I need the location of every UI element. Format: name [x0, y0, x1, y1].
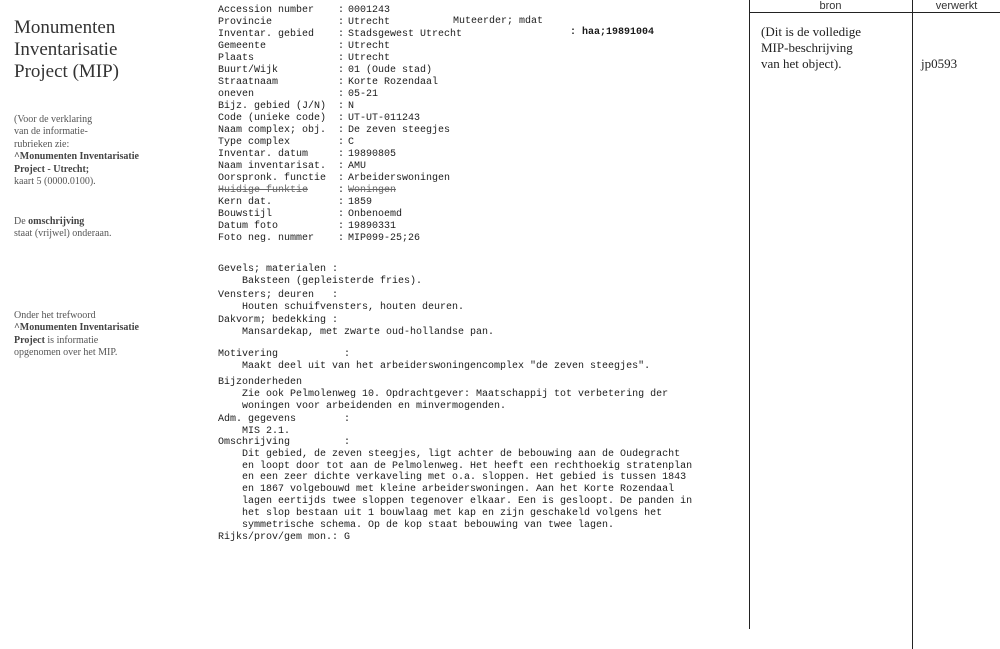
section-body-line: Baksteen (gepleisterde fries).	[242, 275, 423, 287]
monument-status: Rijks/prov/gem mon.: G	[218, 532, 351, 544]
field-value: N	[348, 101, 355, 112]
note-bold-line: Project - Utrecht;	[14, 163, 90, 175]
field-label: Oorspronk. functie	[218, 173, 327, 184]
field-row	[218, 137, 738, 149]
field-colon: :	[338, 17, 345, 28]
section-body-line: symmetrische schema. Op de kop staat bebouwing van twee lagen.	[242, 519, 615, 531]
table-header-rule	[749, 12, 1000, 13]
section-heading: Omschrijving :	[218, 437, 351, 448]
mip-title-line: Monumenten	[14, 17, 116, 38]
field-value: 0001243	[348, 5, 391, 16]
column-header-verwerkt: verwerkt	[935, 0, 978, 12]
field-value: 19890805	[348, 149, 397, 160]
field-row	[218, 221, 738, 233]
note-line: kaart 5 (0000.0100).	[14, 176, 96, 188]
field-row	[218, 65, 738, 77]
info-reference-note	[14, 114, 184, 188]
mutator-label: Muteerder; mdat	[453, 16, 544, 27]
mip-title	[14, 17, 184, 83]
note-line: (Voor de verklaring	[14, 114, 93, 125]
field-row	[218, 77, 738, 89]
field-colon: :	[338, 137, 345, 148]
field-label: oneven	[218, 89, 255, 100]
field-label: Bijz. gebied (J/N)	[218, 101, 327, 112]
field-colon: :	[338, 113, 345, 124]
section-body-line: het slop bestaan uit 1 bouwlaag met kap en zijn geschakeld volgens het	[242, 507, 663, 519]
field-colon: :	[338, 101, 345, 112]
field-label: Gemeente	[218, 41, 267, 52]
section-body-line: en loopt door tot aan de Pelmolenweg. Het heeft een rechthoekig stratenplan	[242, 460, 693, 472]
field-value: Utrecht	[348, 17, 391, 28]
field-value: 19890331	[348, 221, 397, 232]
section-body-line: en 1867 volgebouwd met kleine arbeiderswoningen. Aan het Korte Rozendaal	[242, 484, 675, 496]
section-body-line: Zie ook Pelmolenweg 10. Opdrachtgever: Maatschappij tot verbetering der	[242, 388, 669, 400]
field-value: C	[348, 137, 355, 148]
note-line: rubrieken zie:	[14, 138, 70, 150]
field-label: Buurt/Wijk	[218, 65, 279, 76]
section-body-line: woningen voor arbeidenden en minvermogenden.	[242, 400, 507, 412]
section-heading: Bijzonderheden	[218, 377, 303, 388]
field-colon: :	[338, 41, 345, 52]
field-row	[218, 89, 738, 101]
field-colon: :	[338, 77, 345, 88]
field-value: Woningen	[348, 185, 397, 196]
field-row	[218, 101, 738, 113]
field-value: Onbenoemd	[348, 209, 403, 220]
field-value: 05-21	[348, 89, 379, 100]
field-colon: :	[338, 197, 345, 208]
field-colon: :	[338, 221, 345, 232]
field-label: Datum foto	[218, 221, 279, 232]
table-border	[749, 0, 750, 629]
field-label: Naam complex; obj.	[218, 125, 327, 136]
field-row	[218, 149, 738, 161]
field-colon: :	[338, 5, 345, 16]
field-colon: :	[338, 65, 345, 76]
field-value: Arbeiderswoningen	[348, 173, 451, 184]
note-line: van de informatie-	[14, 126, 88, 138]
verwerkt-cell: jp0593	[921, 56, 958, 71]
field-label: Inventar. gebied	[218, 29, 315, 40]
section-heading: Adm. gegevens :	[218, 414, 351, 425]
field-colon: :	[338, 233, 345, 244]
field-colon: :	[338, 149, 345, 160]
bron-line: van het object).	[761, 56, 842, 71]
field-row	[218, 41, 738, 53]
note-text: is informatie	[44, 334, 99, 346]
note-text: De	[14, 216, 29, 227]
field-row	[218, 29, 738, 41]
field-row	[218, 197, 738, 209]
section-heading: Gevels; materialen :	[218, 264, 339, 275]
field-row	[218, 113, 738, 125]
column-header-bron: bron	[819, 0, 842, 12]
mip-title-line: Project (MIP)	[14, 61, 120, 82]
field-colon: :	[338, 125, 345, 136]
field-colon: :	[338, 161, 345, 172]
note-bold-line: ^Monumenten Inventarisatie	[14, 151, 139, 163]
note-line: Onder het trefwoord	[14, 310, 96, 321]
field-row	[218, 209, 738, 221]
field-colon: :	[338, 89, 345, 100]
field-value: Korte Rozendaal	[348, 77, 439, 88]
keyword-note	[14, 310, 184, 360]
field-value: 1859	[348, 197, 373, 208]
field-colon: :	[338, 185, 345, 196]
field-row	[218, 125, 738, 137]
field-colon: :	[338, 53, 345, 64]
field-label: Straatnaam	[218, 77, 279, 88]
field-value: Stadsgewest Utrecht	[348, 29, 463, 40]
mip-title-line: Inventarisatie	[14, 39, 118, 60]
note-line: opgenomen over het MIP.	[14, 347, 118, 359]
section-heading: Dakvorm; bedekking :	[218, 315, 339, 326]
note-line: staat (vrijwel) onderaan.	[14, 228, 112, 240]
section-body-line: Houten schuifvensters, houten deuren.	[242, 301, 465, 313]
bron-line: MIP-beschrijving	[761, 40, 853, 55]
field-label: Huidige funktie	[218, 185, 309, 196]
note-bold-line: Project	[14, 334, 45, 346]
field-label: Naam inventarisat.	[218, 161, 327, 172]
field-colon: :	[338, 209, 345, 220]
field-row	[218, 185, 738, 197]
field-row	[218, 173, 738, 185]
bron-line: (Dit is de volledige	[761, 24, 862, 39]
section-body-line: MIS 2.1.	[242, 425, 291, 437]
mutator-value: : haa;19891004	[570, 27, 655, 38]
field-label: Foto neg. nummer	[218, 233, 315, 244]
note-bold: omschrijving	[28, 216, 85, 227]
field-label: Type complex	[218, 137, 291, 148]
section-body-line: Dit gebied, de zeven steegjes, ligt achter de bebouwing aan de Oudegracht	[242, 448, 681, 460]
note-bold-line: ^Monumenten Inventarisatie	[14, 322, 139, 334]
field-value: AMU	[348, 161, 367, 172]
field-colon: :	[338, 173, 345, 184]
field-label: Inventar. datum	[218, 149, 309, 160]
field-label: Kern dat.	[218, 197, 273, 208]
field-row	[218, 161, 738, 173]
source-table	[749, 0, 1000, 649]
field-row	[218, 233, 738, 245]
field-label: Provincie	[218, 17, 273, 28]
section-body-line: Maakt deel uit van het arbeiderswoningencomplex "de zeven steegjes".	[242, 360, 651, 372]
table-divider	[912, 0, 913, 649]
field-value: UT-UT-011243	[348, 113, 421, 124]
field-value: De zeven steegjes	[348, 125, 451, 136]
field-label: Plaats	[218, 53, 255, 64]
section-body-line: Mansardekap, met zwarte oud-hollandse pan.	[242, 326, 495, 338]
field-value: 01 (Oude stad)	[348, 65, 433, 76]
section-body-line: en een zeer dichte verkaveling met o.a. sloppen. Het gebied is tussen 1843	[242, 472, 687, 484]
field-value: Utrecht	[348, 53, 391, 64]
field-colon: :	[338, 29, 345, 40]
field-label: Accession number	[218, 5, 315, 16]
section-heading: Vensters; deuren :	[218, 290, 339, 301]
field-value: MIP099-25;26	[348, 233, 421, 244]
field-label: Code (unieke code)	[218, 113, 327, 124]
field-value: Utrecht	[348, 41, 391, 52]
section-body-line: lagen eertijds twee sloppen tegenover elkaar. Een is gesloopt. De panden in	[242, 496, 693, 507]
field-label: Bouwstijl	[218, 209, 273, 220]
section-heading: Motivering :	[218, 349, 351, 360]
bron-cell	[761, 24, 911, 72]
description-location-note	[14, 216, 184, 241]
field-row	[218, 53, 738, 65]
